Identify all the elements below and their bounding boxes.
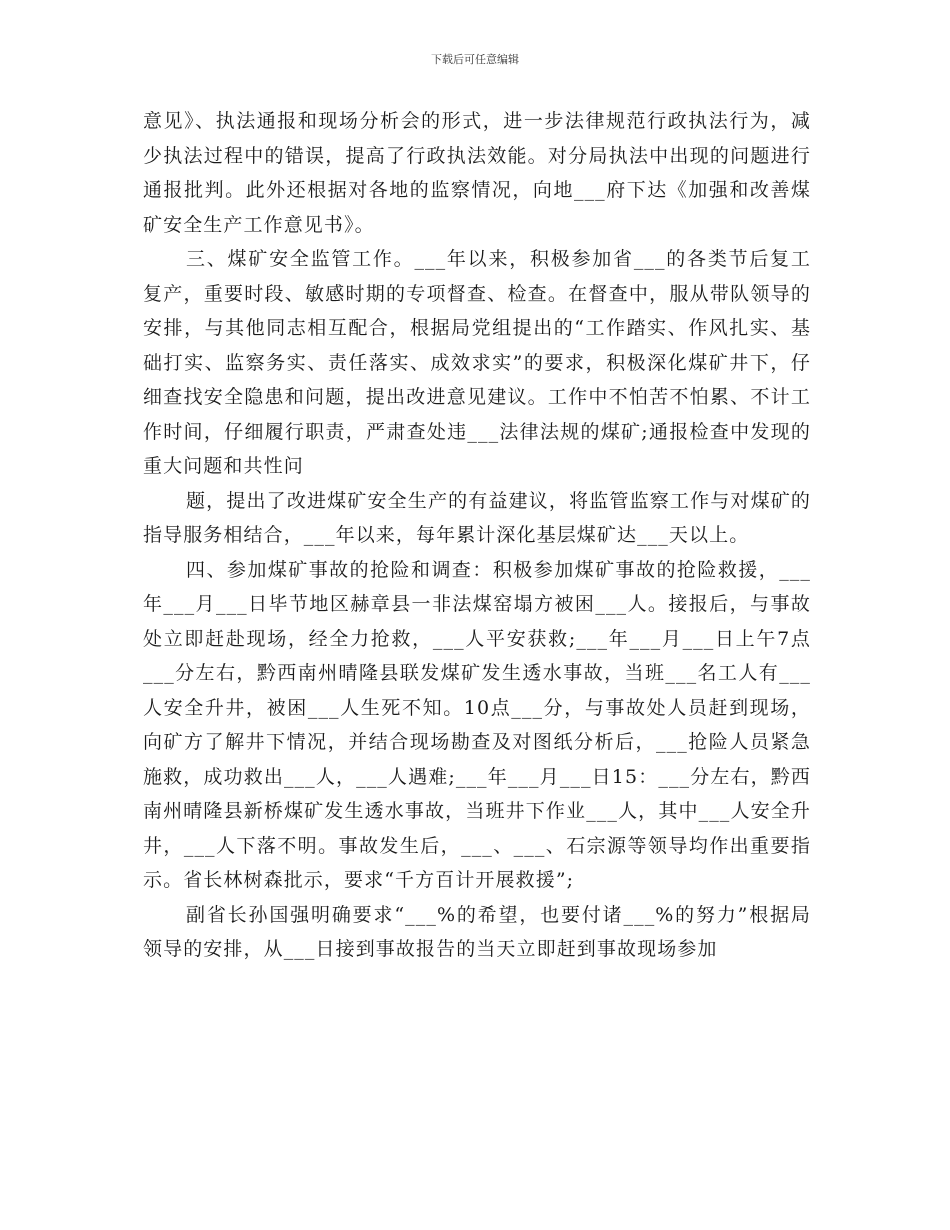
paragraph-5: 副省长孙国强明确要求“___%的希望，也要付诸___%的努力”根据局领导的安排，从___日接到事故报告的当天立即赶到事故现场参加 [143,903,811,960]
paragraph-2: 三、煤矿安全监管工作。___年以来，积极参加省___的各类节后复工复产，重要时段、敏感时期的专项督查、检查。在督查中，服从带队领导的安排，与其他同志相互配合，根据局党组提出的“工作踏实、作风扎实、基础打实、监察务实、责任落实、成效求实”的要求，积极深化煤矿井下，仔细查找安全隐患和问题，提出改进意见建议。工作中不怕苦不怕累、不计工作时间，仔细履行职责，严肃查处违___法律法规的煤矿;通报检查中发现的重大问题和共性问 [143,248,811,477]
paragraph-4: 四、参加煤矿事故的抢险和调查：积极参加煤矿事故的抢险救援，___年___月___日毕节地区赫章县一非法煤窑塌方被困___人。接报后，与事故处立即赶赴现场，经全力抢救，___人平安获救;___年___月___日上午7点___分左右，黔西南州晴隆县联发煤矿发生透水事故，当班___名工人有___人安全升井，被困___人生死不知。10点___分，与事故处人员赶到现场，向矿方了解井下情况，并结合现场勘查及对图纸分析后，___抢险人员紧急施救，成功救出___人，___人遇难;___年___月___日15：___分左右，黔西南州晴隆县新桥煤矿发生透水事故，当班井下作业___人，其中___人安全升井，___人下落不明。事故发生后，___、___、石宗源等领导均作出重要指示。省长林树森批示，要求“千方百计开展救援”; [143,558,811,891]
document-body [143,104,811,967]
page-header: 下载后可任意编辑 [431,53,519,66]
paragraph-3: 题，提出了改进煤矿安全生产的有益建议，将监管监察工作与对煤矿的指导服务相结合，___年以来，每年累计深化基层煤矿达___天以上。 [143,489,811,546]
paragraph-1: 意见》、执法通报和现场分析会的形式，进一步法律规范行政执法行为，减少执法过程中的错误，提高了行政执法效能。对分局执法中出现的问题进行通报批判。此外还根据对各地的监察情况，向地___府下达《加强和改善煤矿安全生产工作意见书》。 [143,110,811,236]
